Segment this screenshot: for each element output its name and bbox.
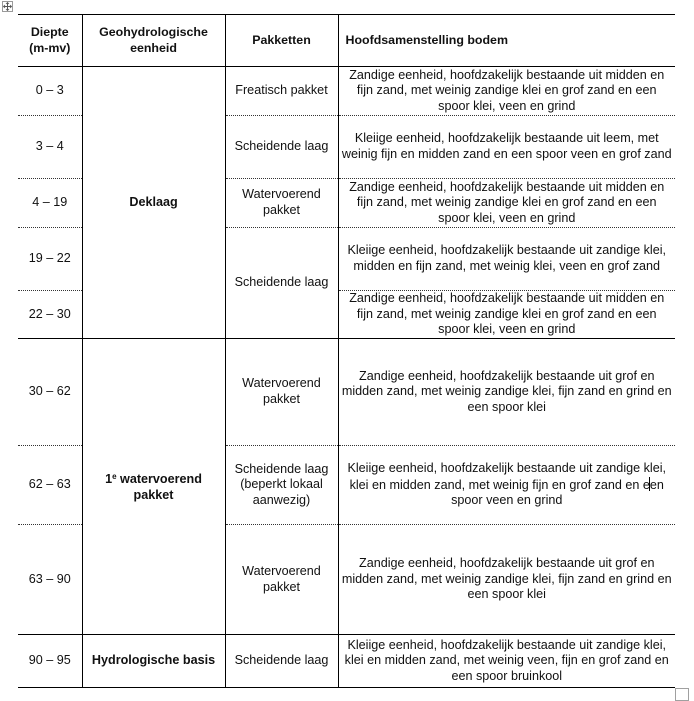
unit-cell-deklaag: Deklaag [82, 67, 225, 339]
composition-text-a: Kleiige eenheid, hoofdzakelijk bestaande uit zandige klei, klei en midden zand, met weinig fijn en grof zand en e [347, 461, 667, 492]
package-text: Watervoerend pakket [242, 187, 321, 217]
table-row [18, 67, 675, 116]
depth-cell: 90 – 95 [18, 635, 82, 688]
unit-cell-first-aquifer [82, 339, 225, 635]
unit-cell-basis: Hydrologische basis [82, 635, 225, 688]
composition-cell[interactable]: Kleiige eenheid, hoofdzakelijk bestaande uit zandige klei, klei en midden zand, met weinig veen, fijn en grof zand en een spoor bruinkool [338, 635, 675, 688]
depth-cell: 22 – 30 [18, 291, 82, 339]
package-cell [225, 179, 338, 228]
package-cell: Scheidende laag [225, 635, 338, 688]
package-text: Watervoerend pakket [242, 563, 321, 594]
composition-cell[interactable]: Zandige eenheid, hoofdzakelijk bestaande uit midden en fijn zand, met weinig zandige klei en grof zand en een spoor klei, veen en grind [338, 67, 675, 116]
package-cell: Scheidende laag [225, 116, 338, 179]
resize-handle-icon[interactable] [675, 688, 689, 701]
package-cell: Scheidende laag [225, 228, 338, 339]
table-move-handle[interactable] [2, 1, 13, 12]
table-row [18, 339, 675, 446]
composition-cell[interactable]: Zandige eenheid, hoofdzakelijk bestaande uit midden en fijn zand, met weinig zandige klei en grof zand en een spoor klei, veen en grind [338, 179, 675, 228]
header-depth [18, 15, 82, 67]
table-header-row [18, 15, 675, 67]
composition-text-b: en spoor veen en grind [451, 477, 664, 508]
move-cross-icon [3, 2, 12, 11]
unit-text [99, 469, 209, 503]
composition-cell[interactable]: Kleiige eenheid, hoofdzakelijk bestaande uit zandige klei, midden en fijn zand, met weinig klei, veen en grof zand [338, 228, 675, 291]
package-cell [225, 446, 338, 525]
package-cell: Freatisch pakket [225, 67, 338, 116]
header-unit-text: Geohydrologische eenheid [99, 24, 208, 55]
package-text: Watervoerend pakket [242, 376, 321, 406]
header-package: Pakketten [225, 15, 338, 67]
depth-cell: 19 – 22 [18, 228, 82, 291]
depth-cell: 4 – 19 [18, 179, 82, 228]
depth-cell: 63 – 90 [18, 525, 82, 635]
soil-composition-table [18, 14, 675, 688]
table-row [18, 635, 675, 688]
composition-cell[interactable]: Zandige eenheid, hoofdzakelijk bestaande uit midden en fijn zand, met weinig zandige klei en grof zand en een spoor klei, veen en grind [338, 291, 675, 339]
composition-cell[interactable]: Kleiige eenheid, hoofdzakelijk bestaande uit leem, met weinig fijn en midden zand en een spoor veen en grof zand [338, 116, 675, 179]
package-cell [225, 339, 338, 446]
composition-cell[interactable] [338, 446, 675, 525]
depth-cell: 30 – 62 [18, 339, 82, 446]
unit-superscript: e [112, 472, 117, 482]
package-text: Scheidende laag (beperkt lokaal aanwezig) [234, 461, 329, 507]
header-composition: Hoofdsamenstelling bodem [338, 15, 675, 67]
depth-cell: 62 – 63 [18, 446, 82, 525]
depth-cell: 0 – 3 [18, 67, 82, 116]
unit-number: 1 [105, 472, 113, 487]
package-cell [225, 525, 338, 635]
unit-label: watervoerend pakket [116, 472, 202, 502]
depth-cell: 3 – 4 [18, 116, 82, 179]
header-depth-text: Diepte (m-mv) [29, 24, 71, 55]
composition-cell[interactable]: Zandige eenheid, hoofdzakelijk bestaande uit grof en midden zand, met weinig zandige klei, fijn zand en grind en een spoor klei [338, 525, 675, 635]
composition-cell[interactable]: Zandige eenheid, hoofdzakelijk bestaande uit grof en midden zand, met weinig zandige klei, fijn zand en grind en een spoor klei [338, 339, 675, 446]
header-unit [82, 15, 225, 67]
